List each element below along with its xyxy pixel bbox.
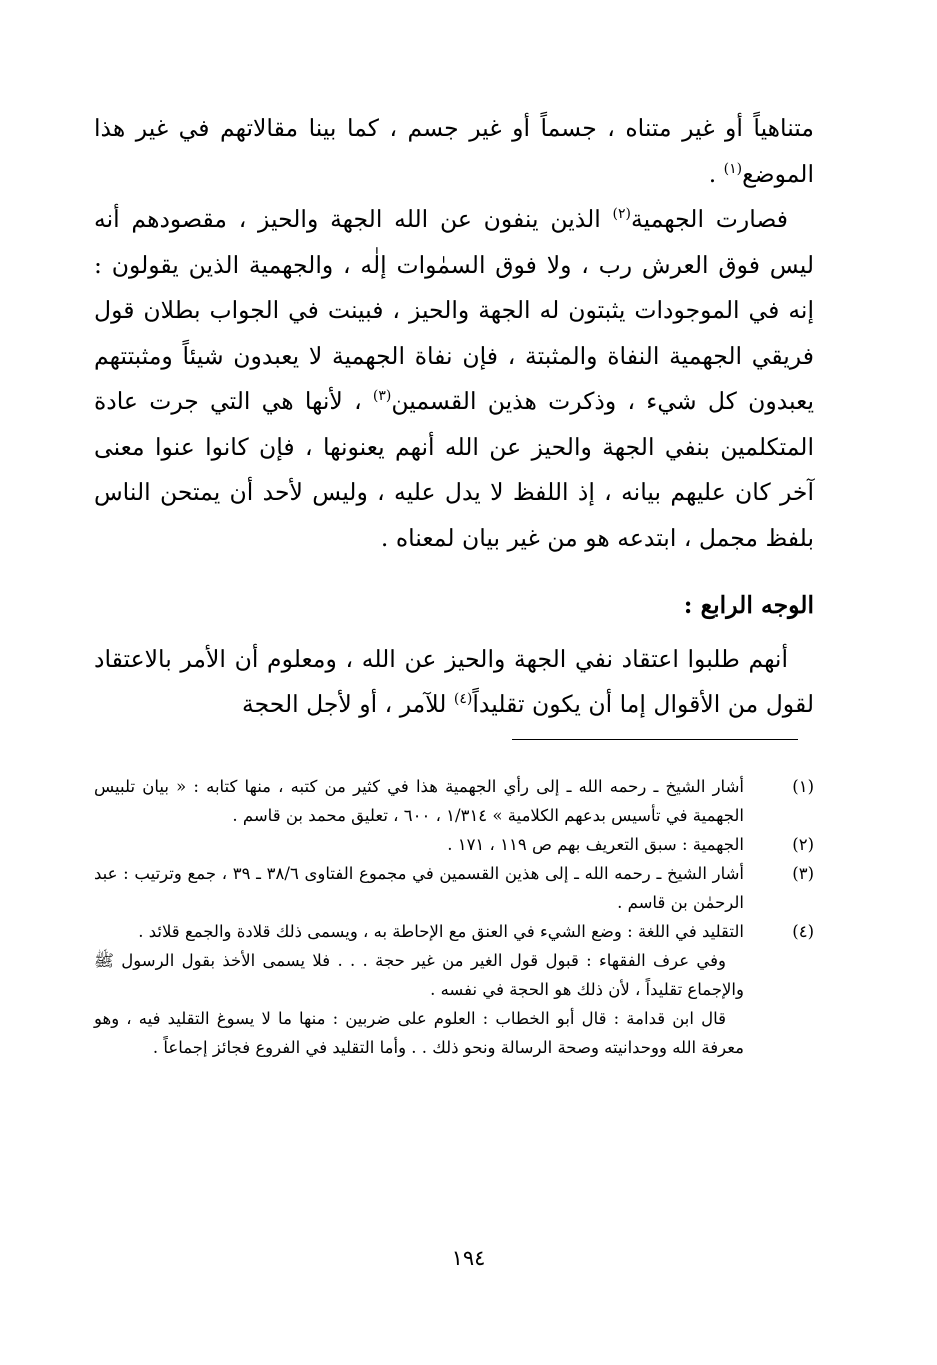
footnote-text: الجهمية : سبق التعريف بهم ص ١١٩ ، ١٧١ .: [447, 835, 744, 854]
paragraph-2: [94, 197, 814, 561]
paragraph-3: [94, 637, 814, 728]
footnote-separator: [512, 739, 798, 740]
footnote-4-continuation-2: قال ابن قدامة : قال أبو الخطاب : العلوم على ضربين : منها ما لا يسوغ التقليد فيه ، وهو معرفة الله ووحدانيته وصحة الرسالة ونحو ذلك . . وأما التقليد في الفروع فجائز إجماعاً .: [94, 1009, 744, 1057]
footnote-number: (٤): [792, 922, 814, 941]
footnote-text: أشار الشيخ ـ رحمه الله ـ إلى رأي الجهمية هذا في كثير من كتبه ، منها كتابه : « بيان تلبيس الجهمية في تأسيس بدعهم الكلامية » ١/٣١٤ ، ٦٠٠ ، تعليق محمد بن قاسم .: [94, 777, 744, 825]
footnote-number: (٢): [792, 835, 814, 854]
footnote-4: [94, 917, 814, 946]
main-text: [94, 106, 814, 728]
footnote-1: [94, 772, 814, 830]
footnote-reference-2[interactable]: (٢): [612, 206, 632, 223]
footnote-2: [94, 830, 814, 859]
footnote-3: [94, 859, 814, 917]
paragraph-1-text: متناهياً أو غير متناه ، جسماً أو غير جسم ، كما بينا مقالاتهم في غير هذا الموضع: [94, 114, 814, 188]
footnote-text: أشار الشيخ ـ رحمه الله ـ إلى هذين القسمين في مجموع الفتاوى ٣٨/٦ ـ ٣٩ ، جمع وترتيب : عبد الرحمٰن بن قاسم .: [94, 864, 745, 912]
paragraph-3-tail: للآمر ، أو لأجل الحجة: [242, 690, 454, 718]
paragraph-3-text: أنهم طلبوا اعتقاد نفي الجهة والحيز عن الله ، ومعلوم أن الأمر بالاعتقاد لقول من الأقوال إما أن يكون تقليداً: [94, 644, 814, 718]
footnotes: [94, 772, 814, 1062]
paragraph-1: [94, 106, 814, 197]
footnote-4-continuation-1: وفي عرف الفقهاء : قبول قول الغير من غير حجة . . . فلا يسمى الأخذ بقول الرسول ﷺ والإجماع تقليداً ، لأن ذلك هو الحجة في نفسه .: [94, 951, 744, 999]
footnote-number: (٣): [792, 864, 814, 883]
footnote-reference-1[interactable]: (١): [723, 160, 743, 177]
page-number: ١٩٤: [451, 1246, 486, 1270]
section-heading: الوجه الرابع :: [683, 591, 814, 619]
footnote-reference-4[interactable]: (٤): [453, 691, 473, 708]
footnote-reference-3[interactable]: (٣): [372, 388, 392, 405]
footnote-text: التقليد في اللغة : وضع الشيء في العنق مع الإحاطة به ، ويسمى ذلك قلادة والجمع قلائد .: [138, 922, 744, 941]
paragraph-2-tail: الذين ينفون عن الله الجهة والحيز ، مقصودهم أنه ليس فوق العرش رب ، ولا فوق السمٰوات إلٰه ، والجهمية الذين يقولون : إنه في الموجودات يثبتون له الجهة والحيز ، فبينت في الجواب بطلان قول فريقي الجهمية النفاة والمثبتة ، فإن نفاة الجهمية لا يعبدون شيئاً ومثبتتهم يعبدون كل شيء ، وذكرت هذين القسمين: [94, 205, 814, 415]
paragraph-2-tail-2: ، لأنها هي التي جرت عادة المتكلمين بنفي الجهة والحيز عن الله أنهم يعنونها ، فإن كانوا عنوا معنى آخر كان عليهم بيانه ، إذ اللفظ لا يدل عليه ، وليس لأحد أن يمتحن الناس بلفظ مجمل ، ابتدعه هو من غير بيان لمعناه .: [94, 387, 814, 552]
paragraph-1-tail: .: [708, 159, 724, 188]
footnote-number: (١): [792, 777, 814, 796]
paragraph-2-text: فصارت الجهمية: [631, 205, 788, 233]
